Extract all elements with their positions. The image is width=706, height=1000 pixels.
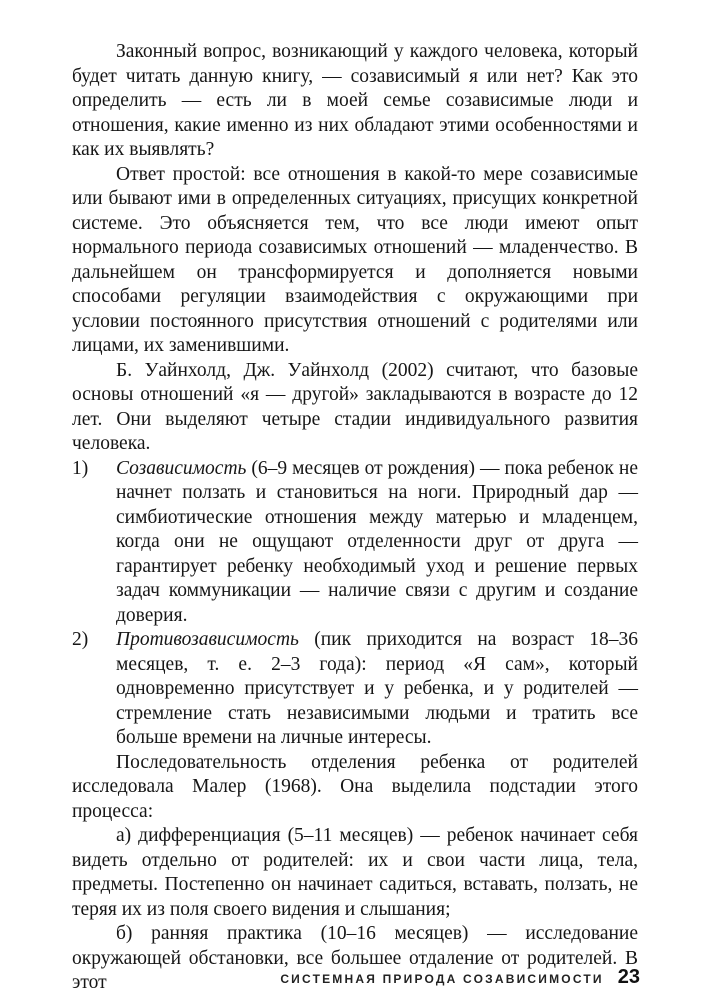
list-item-body <box>116 628 638 751</box>
running-head: СИСТЕМНАЯ ПРИРОДА СОЗАВИСИМОСТИ <box>280 972 604 986</box>
paragraph-differentiation: а) дифференциация (5–11 месяцев) — ребенок начинает себя видеть отдельно от родителей: их и свои части лица, тела, предметы. Постепенно он начинает садиться, вставать, ползать, не теряя их из поля своего видения и слышания; <box>72 825 638 920</box>
paragraph-early-practice: б) ранняя практика (10–16 месяцев) — исследование окружающей обстановки, все большее отдаление от родителей. В этот <box>72 923 638 993</box>
list-item-text: (6–9 месяцев от рождения) — пока ребенок не начнет ползать и становиться на ноги. Природный дар — симбиотические отношения между матерью и младенцем, когда они не ощущают отделенности друг от друга — гарантирует ребенку необходимый уход и решение первых задач коммуникации — наличие связи с другим и создание доверия. <box>116 457 638 626</box>
page-footer <box>0 966 640 989</box>
list-item-number: 2) <box>72 629 89 650</box>
page-number: 23 <box>617 966 640 988</box>
list-item-codependence <box>72 457 638 629</box>
list-item-term: Созависимость <box>116 457 247 479</box>
list-item-term: Противозависимость <box>116 629 299 650</box>
paragraph-weinhold: Б. Уайнхолд, Дж. Уайнхолд (2002) считают, что базовые основы отношений «я — другой» закладываются в возрасте до 12 лет. Они выделяют четыре стадии индивидуального развития человека. <box>72 359 638 454</box>
list-item-body <box>116 457 638 629</box>
list-item-number: 1) <box>72 457 89 479</box>
list-item-text: (пик приходится на возраст 18–36 месяцев, т. е. 2–3 года): период «Я сам», который одновременно присутствует и у ребенка, и у родителей — стремление стать независимыми людьми и тратить все больше времени на личные интересы. <box>116 629 638 748</box>
list-item-counterdependence <box>72 628 638 751</box>
paragraph-question: Законный вопрос, возникающий у каждого человека, который будет читать данную книгу, — созависимый я или нет? Как это определить — есть ли в моей семье созависимые люди и отношения, какие именно из них обладают этими особенностями и как их выявлять? <box>72 41 638 160</box>
body-text <box>72 40 638 996</box>
paragraph-answer: Ответ простой: все отношения в какой-то мере созависимые или бывают ими в определенных ситуациях, присущих конкретной системе. Это объясняется тем, что все люди имеют опыт нормального периода созависимых отношений — младенчество. В дальнейшем он трансформируется и дополняется новыми способами регуляции взаимодействия с окружающими при условии постоянного присутствия отношений с родителями или лицами, их заменившими. <box>72 163 638 356</box>
paragraph-mahler: Последовательность отделения ребенка от родителей исследовала Малер (1968). Она выделила подстадии этого процесса: <box>72 751 638 822</box>
